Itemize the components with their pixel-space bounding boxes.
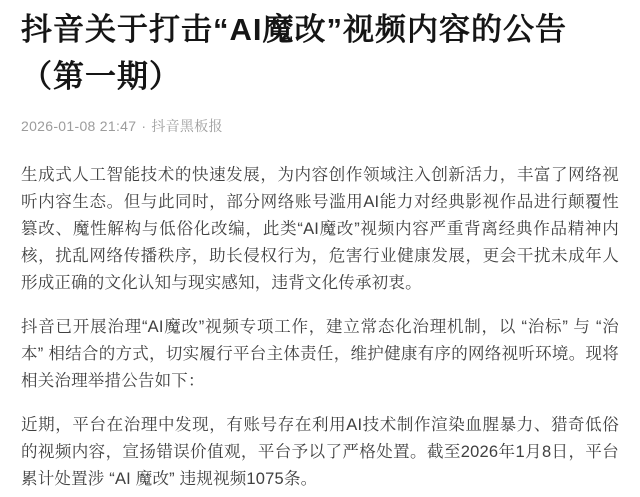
page-title-line-1: 抖音关于打击“AI魔改”视频内容的公告: [21, 12, 567, 47]
paragraph-intro: 生成式人工智能技术的快速发展，为内容创作领域注入创新活力，丰富了网络视听内容生态。但与此同时，部分网络账号滥用AI能力对经典影视作品进行颠覆性篡改、魔性解构与低俗化改编，此类“AI魔改”视频内容严重背离经典作品精神内核，扰乱网络传播秩序，助长侵权行为，危害行业健康发展，更会干扰未成年人形成正确的文化认知与现实感知，违背文化传承初衷。: [21, 166, 619, 292]
article-meta: [21, 116, 619, 136]
page-title-line-2: （第一期）: [21, 59, 181, 94]
meta-dot-separator: ·: [141, 118, 147, 134]
source-name: 抖音黑板报: [151, 118, 223, 134]
page-title: [21, 6, 619, 100]
publish-timestamp: 2026-01-08 21:47: [21, 118, 137, 134]
paragraph-enforcement: 近期，平台在治理中发现，有账号存在利用AI技术制作渲染血腥暴力、猎奇低俗的视频内容，宣扬错误价值观，平台予以了严格处置。截至2026年1月8日，平台累计处置涉 “AI 魔改” 违规视频1075条。: [21, 416, 619, 488]
paragraph-governance: 抖音已开展治理“AI魔改”视频专项工作，建立常态化治理机制，以 “治标” 与 “治本” 相结合的方式，切实履行平台主体责任，维护健康有序的网络视听环境。现将相关治理举措公告如下：: [21, 318, 619, 390]
